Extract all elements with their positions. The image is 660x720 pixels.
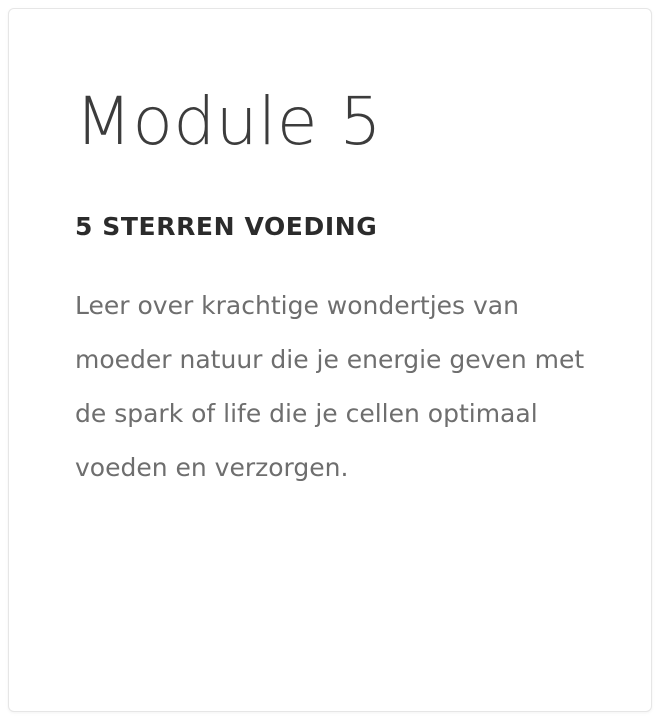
- module-description: Leer over krachtige wondertjes van moeder natuur die je energie geven met de spark of life die je cellen optimaal voeden en verzorgen.: [75, 291, 585, 483]
- module-subtitle: 5 STERREN VOEDING: [75, 212, 378, 242]
- card-content: [75, 83, 611, 495]
- module-card: [8, 8, 652, 712]
- page-title: Module 5: [75, 83, 382, 160]
